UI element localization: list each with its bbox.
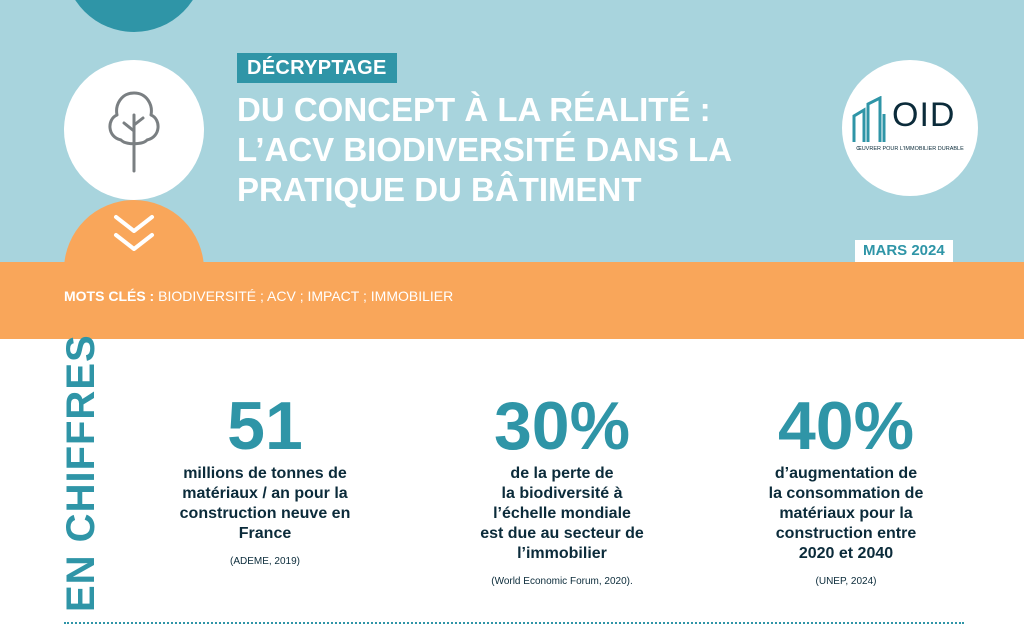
section-label: EN CHIFFRES: [59, 334, 103, 612]
desc-line: de la perte de: [510, 465, 614, 482]
building-logo-icon: [850, 96, 892, 144]
desc-line: matériaux / an pour la: [182, 485, 348, 502]
tree-icon: [99, 85, 169, 175]
dotted-divider: [64, 622, 964, 624]
stat-block: [462, 390, 662, 587]
desc-line: la biodiversité à: [501, 485, 623, 502]
stat-value: 30%: [493, 388, 631, 464]
desc-line: France: [238, 525, 292, 542]
desc-line: l’échelle mondiale: [493, 505, 631, 522]
logo-wordmark: OID: [892, 96, 956, 134]
desc-line: millions de tonnes de: [183, 465, 347, 482]
keywords-label: MOTS CLÉS :: [64, 288, 155, 304]
chevron-down-icon: [112, 213, 156, 255]
stat-description: [462, 464, 662, 564]
stat-source: (World Economic Forum, 2020).: [491, 576, 633, 587]
stat-block: [165, 390, 365, 567]
desc-line: est due au secteur de: [480, 525, 644, 542]
stat-value: 40%: [777, 388, 915, 464]
stat-description: [746, 464, 946, 564]
keywords: [64, 288, 453, 304]
title-line: L’ACV BIODIVERSITÉ DANS LA: [237, 131, 733, 168]
keywords-values: BIODIVERSITÉ ; ACV ; IMPACT ; IMMOBILIER: [158, 288, 454, 304]
stat-value: 51: [227, 388, 303, 464]
desc-line: construction entre: [775, 525, 917, 542]
title-line: PRATIQUE DU BÂTIMENT: [237, 171, 642, 208]
stat-block: [746, 390, 946, 587]
stat-source: (ADEME, 2019): [229, 556, 301, 567]
desc-line: la consommation de: [768, 485, 924, 502]
stat-description: [165, 464, 365, 544]
desc-line: d’augmentation de: [774, 465, 918, 482]
desc-line: 2020 et 2040: [798, 545, 894, 562]
page-title: [237, 90, 797, 210]
tree-icon-circle: [64, 60, 204, 200]
stat-source: (UNEP, 2024): [815, 576, 877, 587]
title-line: DU CONCEPT À LA RÉALITÉ :: [237, 91, 711, 128]
desc-line: construction neuve en: [179, 505, 351, 522]
article-type-tag: DÉCRYPTAGE: [237, 53, 397, 83]
header-banner: [0, 0, 1024, 262]
logo-tagline: ŒUVRER POUR L’IMMOBILIER DURABLE: [856, 146, 964, 152]
desc-line: l’immobilier: [517, 545, 607, 562]
decorative-circle-teal: [64, 0, 204, 32]
date-badge: MARS 2024: [855, 240, 953, 262]
desc-line: matériaux pour la: [779, 505, 913, 522]
